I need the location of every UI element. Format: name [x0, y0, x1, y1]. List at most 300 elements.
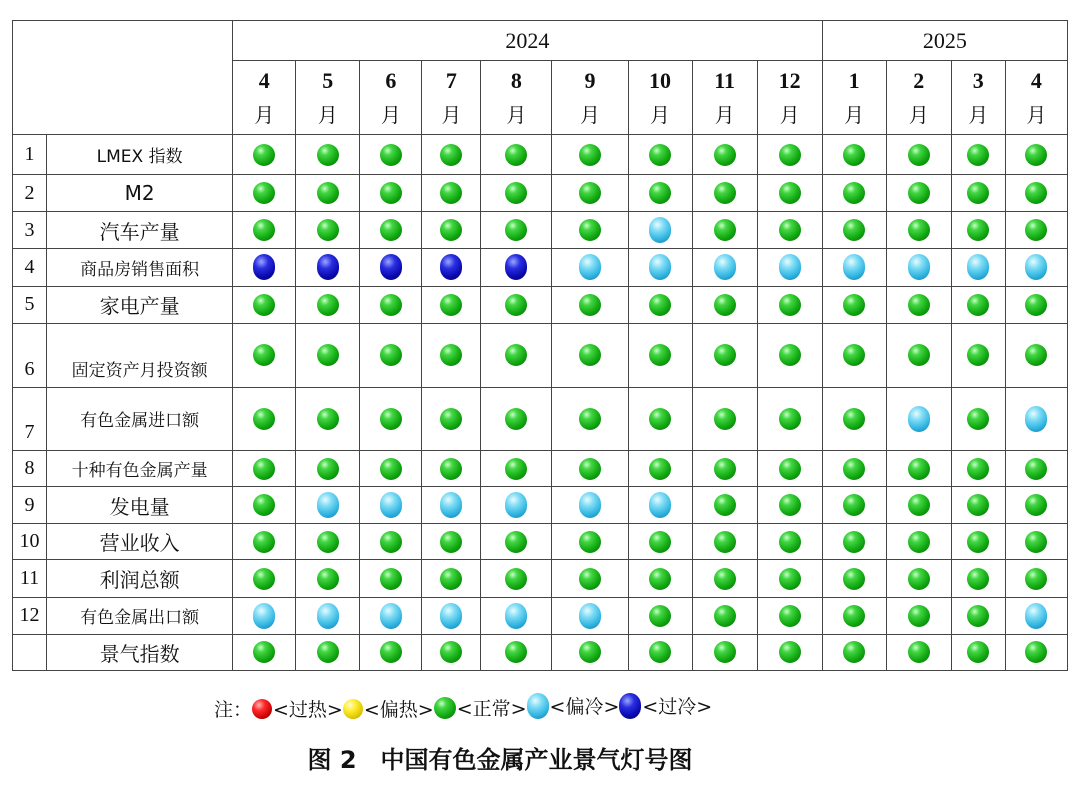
signal-cell: [628, 451, 692, 487]
indicator-name: 家电产量: [47, 286, 233, 323]
signal-cell: [233, 135, 296, 175]
signal-cell: [296, 249, 360, 286]
signal-cell: [552, 560, 628, 597]
signal-cell: [552, 634, 628, 670]
signal-cell: [481, 387, 552, 450]
legend-label: <过冷>: [642, 696, 713, 719]
month-header: [422, 61, 481, 135]
signal-cell: [233, 286, 296, 323]
signal-cell: [628, 560, 692, 597]
signal-cell: [233, 634, 296, 670]
signal-cell: [296, 175, 360, 212]
indicator-name: 十种有色金属产量: [47, 451, 233, 487]
signal-cell: [628, 135, 692, 175]
signal-light-normal-icon: [380, 294, 402, 316]
indicator-row: [13, 560, 1068, 597]
signal-light-normal-icon: [380, 568, 402, 590]
signal-cell: [628, 249, 692, 286]
signal-light-normal-icon: [579, 568, 601, 590]
signal-cell: [1005, 212, 1067, 249]
signal-cell: [360, 634, 422, 670]
signal-light-overcold-icon: [505, 254, 527, 280]
indicator-row: [13, 387, 1068, 450]
signal-cell: [886, 387, 951, 450]
signal-cell: [886, 323, 951, 387]
signal-light-normal-icon: [505, 531, 527, 553]
signal-cell: [360, 212, 422, 249]
signal-light-cool-icon: [908, 406, 930, 432]
signal-light-normal-icon: [505, 219, 527, 241]
signal-cell: [422, 597, 481, 634]
signal-light-normal-icon: [714, 182, 736, 204]
signal-cell: [233, 323, 296, 387]
signal-light-cool-icon: [1025, 254, 1047, 280]
signal-cell: [296, 597, 360, 634]
signal-light-normal-icon: [579, 182, 601, 204]
signal-cell: [360, 135, 422, 175]
signal-cell: [233, 212, 296, 249]
signal-light-normal-icon: [714, 219, 736, 241]
signal-cell: [233, 524, 296, 560]
signal-cell: [692, 212, 757, 249]
signal-light-normal-icon: [714, 344, 736, 366]
signal-cell: [481, 135, 552, 175]
signal-cell: [233, 249, 296, 286]
signal-light-normal-icon: [714, 641, 736, 663]
month-header: [757, 61, 822, 135]
indicator-row: [13, 487, 1068, 524]
signal-light-normal-icon: [317, 182, 339, 204]
signal-light-cool-icon: [967, 254, 989, 280]
signal-light-cool-icon: [649, 217, 671, 243]
signal-light-normal-icon: [967, 641, 989, 663]
signal-light-normal-icon: [317, 568, 339, 590]
signal-light-normal-icon: [779, 344, 801, 366]
signal-cell: [360, 249, 422, 286]
indicator-name: 有色金属进口额: [47, 387, 233, 450]
signal-light-normal-icon: [253, 144, 275, 166]
signal-cell: [422, 175, 481, 212]
signal-light-normal-icon: [908, 494, 930, 516]
month-unit: 月: [779, 102, 800, 127]
month-unit: 月: [968, 102, 989, 127]
signal-light-overcold-icon: [317, 254, 339, 280]
row-index: 5: [13, 286, 47, 323]
signal-cell: [552, 487, 628, 524]
signal-cell: [822, 286, 886, 323]
signal-cell: [481, 560, 552, 597]
signal-light-normal-icon: [505, 568, 527, 590]
signal-light-normal-icon: [714, 531, 736, 553]
signal-cell: [1005, 634, 1067, 670]
signal-light-normal-icon: [380, 344, 402, 366]
signal-cell: [1005, 387, 1067, 450]
legend-item: [343, 695, 434, 722]
signal-light-normal-icon: [440, 531, 462, 553]
legend-item: [252, 695, 343, 722]
signal-cell: [757, 175, 822, 212]
month-unit: 月: [579, 102, 600, 127]
signal-light-normal-icon: [253, 531, 275, 553]
row-index: 10: [13, 524, 47, 560]
signal-cell: [422, 560, 481, 597]
signal-cell: [886, 286, 951, 323]
signal-light-normal-icon: [505, 408, 527, 430]
signal-light-normal-icon: [908, 294, 930, 316]
signal-cell: [233, 175, 296, 212]
signal-cell: [692, 597, 757, 634]
month-number: 3: [972, 67, 984, 93]
signal-light-normal-icon: [380, 219, 402, 241]
signal-cell: [360, 487, 422, 524]
signal-cell: [886, 524, 951, 560]
signal-light-normal-icon: [317, 641, 339, 663]
signal-cell: [951, 212, 1005, 249]
signal-light-normal-icon: [908, 641, 930, 663]
signal-light-normal-icon: [967, 531, 989, 553]
signal-light-normal-icon: [908, 605, 930, 627]
signal-light-cool-icon: [440, 603, 462, 629]
signal-light-cool-icon: [380, 603, 402, 629]
signal-cell: [951, 135, 1005, 175]
indicator-name: 利润总额: [47, 560, 233, 597]
signal-light-normal-icon: [714, 605, 736, 627]
signal-light-normal-icon: [843, 344, 865, 366]
signal-cell: [628, 487, 692, 524]
signal-light-cool-icon: [317, 492, 339, 518]
signal-cell: [552, 286, 628, 323]
signal-light-normal-icon: [380, 458, 402, 480]
month-number: 2: [913, 67, 925, 93]
row-index: 2: [13, 175, 47, 212]
signal-light-normal-icon: [908, 144, 930, 166]
signal-light-cool-icon: [843, 254, 865, 280]
signal-cell: [360, 323, 422, 387]
signal-cell: [422, 135, 481, 175]
signal-light-normal-icon: [714, 144, 736, 166]
signal-light-normal-icon: [714, 494, 736, 516]
signal-cell: [692, 634, 757, 670]
signal-cell: [481, 597, 552, 634]
legend-label: <过热>: [273, 699, 343, 722]
signal-light-normal-icon: [1025, 182, 1047, 204]
signal-light-normal-icon: [714, 408, 736, 430]
signal-light-normal-icon: [1025, 531, 1047, 553]
signal-light-cool-icon: [505, 603, 527, 629]
signal-light-normal-icon: [779, 458, 801, 480]
signal-light-normal-icon: [649, 144, 671, 166]
signal-cell: [757, 249, 822, 286]
signal-cell: [692, 524, 757, 560]
legend-item: [527, 692, 620, 719]
indicator-name: M2: [47, 175, 233, 212]
signal-light-normal-icon: [779, 494, 801, 516]
signal-light-normal-icon: [440, 182, 462, 204]
signal-light-normal-icon: [317, 458, 339, 480]
month-number: 11: [714, 67, 735, 93]
signal-light-normal-icon: [843, 182, 865, 204]
signal-cell: [757, 323, 822, 387]
month-header: [692, 61, 757, 135]
signal-light-normal-icon: [967, 568, 989, 590]
signal-cell: [951, 634, 1005, 670]
signal-light-normal-icon: [440, 568, 462, 590]
signal-light-cool-icon: [649, 492, 671, 518]
month-header: [822, 61, 886, 135]
month-number: 7: [445, 67, 457, 93]
signal-cell: [481, 451, 552, 487]
signal-cell: [233, 597, 296, 634]
month-header: [628, 61, 692, 135]
signal-light-normal-icon: [579, 344, 601, 366]
signal-cell: [951, 524, 1005, 560]
month-unit: 月: [254, 102, 275, 127]
signal-light-normal-icon: [649, 568, 671, 590]
month-number: 5: [322, 67, 334, 93]
signal-cell: [481, 524, 552, 560]
signal-cell: [360, 597, 422, 634]
month-header: [481, 61, 552, 135]
signal-light-normal-icon: [779, 408, 801, 430]
signal-cell: [951, 286, 1005, 323]
indicator-name: 营业收入: [47, 524, 233, 560]
signal-cell: [552, 135, 628, 175]
figure-caption: 图 2 中国有色金属产业景气灯号图: [307, 746, 693, 774]
signal-light-cool-icon: [649, 254, 671, 280]
signal-light-normal-icon: [317, 344, 339, 366]
row-index: 12: [13, 597, 47, 634]
signal-cell: [422, 323, 481, 387]
signal-cell: [1005, 597, 1067, 634]
signal-cell: [951, 451, 1005, 487]
signal-light-normal-icon: [440, 458, 462, 480]
signal-cell: [552, 323, 628, 387]
signal-light-normal-icon: [779, 182, 801, 204]
signal-light-normal-icon: [908, 219, 930, 241]
signal-cell: [692, 135, 757, 175]
signal-cell: [951, 597, 1005, 634]
signal-cell: [296, 524, 360, 560]
signal-cell: [951, 560, 1005, 597]
signal-cell: [951, 249, 1005, 286]
row-index: 6: [13, 323, 47, 387]
signal-light-overcold-icon: [380, 254, 402, 280]
signal-light-normal-icon: [1025, 144, 1047, 166]
signal-light-normal-icon: [714, 458, 736, 480]
signal-light-normal-icon: [579, 219, 601, 241]
signal-cell: [951, 387, 1005, 450]
signal-light-normal-icon: [967, 408, 989, 430]
signal-light-normal-icon: [843, 605, 865, 627]
signal-light-normal-icon: [908, 344, 930, 366]
row-index: 3: [13, 212, 47, 249]
signal-light-normal-icon: [440, 641, 462, 663]
month-number: 4: [258, 67, 270, 93]
signal-light-normal-icon: [505, 344, 527, 366]
signal-cell: [822, 135, 886, 175]
signal-light-normal-icon: [1025, 641, 1047, 663]
signal-light-normal-icon: [843, 641, 865, 663]
signal-light-normal-icon: [779, 144, 801, 166]
signal-cell: [628, 387, 692, 450]
signal-light-normal-icon: [317, 408, 339, 430]
signal-cell: [628, 323, 692, 387]
signal-light-normal-icon: [253, 458, 275, 480]
signal-light-normal-icon: [908, 568, 930, 590]
row-index: 1: [13, 135, 47, 175]
signal-light-normal-icon: [843, 144, 865, 166]
month-number: 6: [385, 67, 397, 93]
signal-cell: [360, 524, 422, 560]
signal-light-normal-icon: [253, 182, 275, 204]
signal-cell: [951, 487, 1005, 524]
signal-light-normal-icon: [967, 458, 989, 480]
signal-cell: [886, 597, 951, 634]
signal-cell: [296, 634, 360, 670]
signal-light-normal-icon: [380, 182, 402, 204]
signal-light-cool-icon: [1025, 603, 1047, 629]
signal-light-normal-icon: [253, 344, 275, 366]
signal-cell: [757, 560, 822, 597]
signal-light-normal-icon: [579, 641, 601, 663]
signal-light-normal-icon: [505, 458, 527, 480]
month-header: [1005, 61, 1067, 135]
signal-cell: [422, 286, 481, 323]
signal-cell: [360, 286, 422, 323]
signal-cell: [552, 249, 628, 286]
signal-light-normal-icon: [649, 182, 671, 204]
legend-overcold-icon: [619, 693, 641, 719]
signal-cell: [1005, 175, 1067, 212]
indicator-name: 商品房销售面积: [47, 249, 233, 286]
signal-cell: [692, 323, 757, 387]
indicator-name: 固定资产月投资额: [47, 323, 233, 387]
year-header: 2025: [822, 21, 1067, 61]
indicator-row: [13, 286, 1068, 323]
signal-cell: [422, 487, 481, 524]
month-unit: 月: [380, 102, 401, 127]
signal-light-normal-icon: [579, 458, 601, 480]
signal-light-cool-icon: [908, 254, 930, 280]
signal-light-normal-icon: [843, 531, 865, 553]
legend-label: <偏冷>: [549, 696, 620, 719]
signal-light-normal-icon: [967, 294, 989, 316]
indicator-row: [13, 249, 1068, 286]
signal-light-normal-icon: [1025, 458, 1047, 480]
signal-light-normal-icon: [440, 294, 462, 316]
signal-light-normal-icon: [440, 219, 462, 241]
legend-item: [434, 694, 527, 721]
signal-cell: [233, 451, 296, 487]
signal-light-normal-icon: [779, 605, 801, 627]
signal-light-normal-icon: [253, 219, 275, 241]
signal-light-normal-icon: [579, 144, 601, 166]
signal-cell: [822, 560, 886, 597]
signal-cell: [822, 212, 886, 249]
signal-light-normal-icon: [714, 568, 736, 590]
signal-cell: [1005, 249, 1067, 286]
signal-light-cool-icon: [380, 492, 402, 518]
signal-cell: [233, 487, 296, 524]
signal-cell: [757, 286, 822, 323]
indicator-row: [13, 135, 1068, 175]
signal-light-normal-icon: [843, 294, 865, 316]
signal-light-normal-icon: [779, 294, 801, 316]
signal-light-normal-icon: [317, 219, 339, 241]
signal-cell: [822, 524, 886, 560]
signal-light-overcold-icon: [253, 254, 275, 280]
signal-cell: [422, 634, 481, 670]
signal-cell: [886, 487, 951, 524]
signal-light-normal-icon: [253, 641, 275, 663]
signal-light-normal-icon: [843, 494, 865, 516]
signal-light-normal-icon: [380, 144, 402, 166]
signal-cell: [822, 634, 886, 670]
signal-cell: [296, 286, 360, 323]
signal-light-normal-icon: [505, 641, 527, 663]
signal-cell: [628, 597, 692, 634]
prosperity-signal-table: [12, 20, 1068, 671]
signal-light-cool-icon: [779, 254, 801, 280]
signal-light-normal-icon: [317, 144, 339, 166]
signal-cell: [233, 387, 296, 450]
month-unit: 月: [317, 102, 338, 127]
signal-light-normal-icon: [649, 294, 671, 316]
signal-cell: [628, 524, 692, 560]
signal-cell: [886, 634, 951, 670]
signal-cell: [692, 387, 757, 450]
signal-cell: [886, 212, 951, 249]
legend-label: <偏热>: [363, 699, 434, 722]
signal-cell: [822, 451, 886, 487]
month-number: 1: [848, 67, 860, 93]
signal-cell: [692, 560, 757, 597]
signal-cell: [886, 135, 951, 175]
signal-light-normal-icon: [505, 294, 527, 316]
signal-light-normal-icon: [967, 219, 989, 241]
signal-light-normal-icon: [440, 344, 462, 366]
signal-cell: [757, 487, 822, 524]
signal-cell: [481, 175, 552, 212]
signal-cell: [360, 387, 422, 450]
signal-light-normal-icon: [649, 531, 671, 553]
signal-cell: [552, 175, 628, 212]
signal-light-cool-icon: [505, 492, 527, 518]
signal-cell: [552, 387, 628, 450]
indicator-name: 有色金属出口额: [47, 597, 233, 634]
signal-light-normal-icon: [649, 408, 671, 430]
signal-cell: [692, 175, 757, 212]
signal-light-normal-icon: [649, 605, 671, 627]
signal-light-cool-icon: [714, 254, 736, 280]
month-header: [951, 61, 1005, 135]
indicator-name: 景气指数: [47, 634, 233, 670]
month-number: 9: [584, 67, 596, 93]
header-corner: [13, 21, 233, 135]
signal-cell: [757, 212, 822, 249]
month-header: [233, 61, 296, 135]
signal-light-normal-icon: [779, 641, 801, 663]
month-unit: 月: [1026, 102, 1047, 127]
signal-cell: [552, 451, 628, 487]
row-index: 4: [13, 249, 47, 286]
signal-light-normal-icon: [253, 568, 275, 590]
signal-light-normal-icon: [440, 144, 462, 166]
legend-normal-icon: [434, 697, 456, 719]
signal-cell: [822, 597, 886, 634]
signal-cell: [422, 524, 481, 560]
signal-cell: [296, 451, 360, 487]
